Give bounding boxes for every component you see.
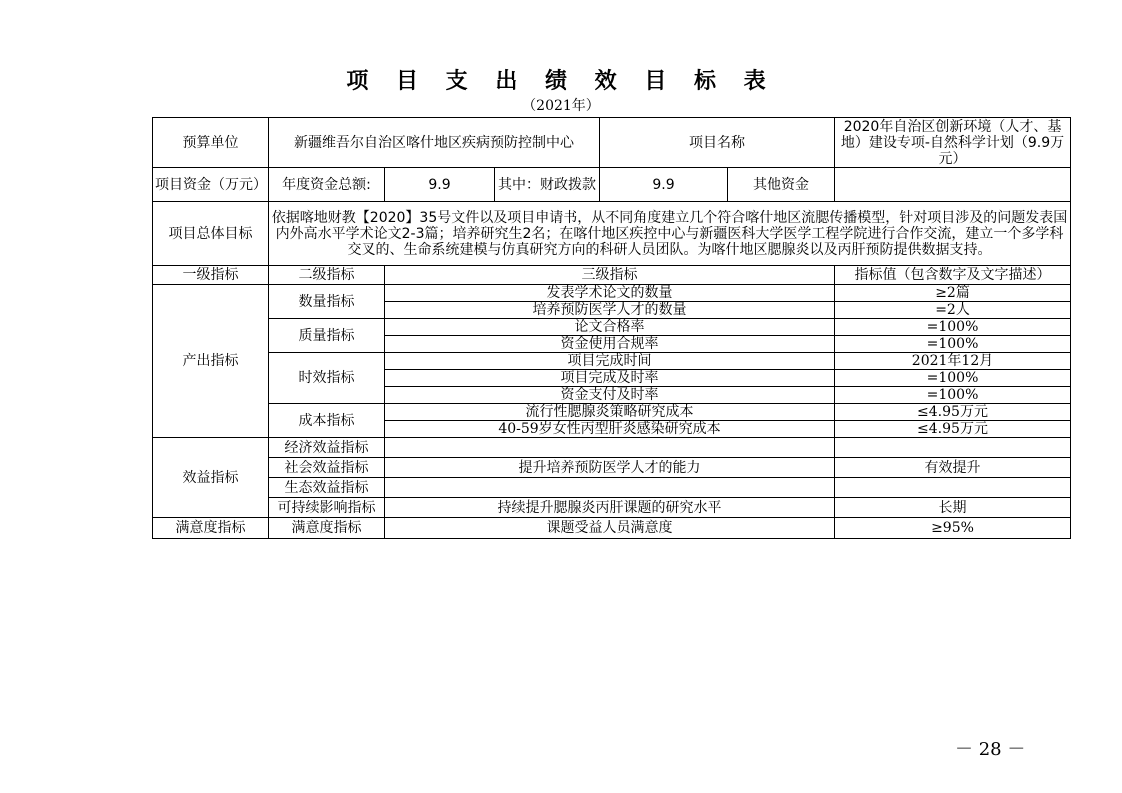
indicator-name: 培养预防医学人才的数量 xyxy=(385,302,835,319)
indicator-value: =100% xyxy=(835,319,1071,336)
table-row xyxy=(153,404,1071,421)
col-level1: 一级指标 xyxy=(153,266,269,285)
indicator-name: 项目完成及时率 xyxy=(385,370,835,387)
indicator-name: 论文合格率 xyxy=(385,319,835,336)
annual-total-value: 9.9 xyxy=(385,168,495,202)
indicator-value: 2021年12月 xyxy=(835,353,1071,370)
indicator-name: 项目完成时间 xyxy=(385,353,835,370)
indicator-value: =100% xyxy=(835,336,1071,353)
indicator-name xyxy=(385,478,835,498)
year-label: （2021年） xyxy=(522,98,600,114)
other-funds-value xyxy=(835,168,1071,202)
social-benefit-label: 社会效益指标 xyxy=(269,458,385,478)
overall-goal-row xyxy=(153,202,1071,266)
fiscal-value: 9.9 xyxy=(600,168,728,202)
page-number: － 28 － xyxy=(955,739,1026,760)
table-row xyxy=(153,353,1071,370)
overall-goal-text: 依据喀地财教【2020】35号文件以及项目申请书，从不同角度建立几个符合喀什地区流腮传播模型，针对项目涉及的问题发表国内外高水平学术论文2-3篇；培养研究生2名；在喀什地区疾控中心与新疆医科大学医学工程学院进行合作交流，建立一个多学科交叉的、生命系统建模与仿真研究方向的科研人员团队。为喀什地区腮腺炎以及丙肝预防提供数据支持。 xyxy=(269,202,1071,266)
indicator-value: 长期 xyxy=(835,498,1071,518)
indicator-value: ≥2篇 xyxy=(835,285,1071,302)
funds-row xyxy=(153,168,1071,202)
annual-total-label: 年度资金总额: xyxy=(269,168,385,202)
ecological-benefit-label: 生态效益指标 xyxy=(269,478,385,498)
header-row xyxy=(153,118,1071,168)
fiscal-label: 其中：财政拨款 xyxy=(495,168,600,202)
indicator-value: ≤4.95万元 xyxy=(835,421,1071,438)
timeliness-indicator-label: 时效指标 xyxy=(269,353,385,404)
col-level2: 二级指标 xyxy=(269,266,385,285)
satisfaction-indicator-label: 满意度指标 xyxy=(153,518,269,539)
sustainable-impact-label: 可持续影响指标 xyxy=(269,498,385,518)
indicator-value: =100% xyxy=(835,370,1071,387)
funds-label: 项目资金（万元） xyxy=(153,168,269,202)
other-funds-label: 其他资金 xyxy=(728,168,835,202)
indicator-value xyxy=(835,438,1071,458)
table-row xyxy=(153,518,1071,539)
table-row xyxy=(153,458,1071,478)
indicator-value: ≥95% xyxy=(835,518,1071,539)
col-level3: 三级指标 xyxy=(385,266,835,285)
indicator-name: 资金使用合规率 xyxy=(385,336,835,353)
table-row xyxy=(153,438,1071,458)
indicator-name xyxy=(385,438,835,458)
table-row xyxy=(153,498,1071,518)
table-row xyxy=(153,319,1071,336)
quantity-indicator-label: 数量指标 xyxy=(269,285,385,319)
indicator-value: ≤4.95万元 xyxy=(835,404,1071,421)
indicator-value: =100% xyxy=(835,387,1071,404)
budget-unit-label: 预算单位 xyxy=(153,118,269,168)
budget-unit-value: 新疆维吾尔自治区喀什地区疾病预防控制中心 xyxy=(269,118,600,168)
indicator-name: 发表学术论文的数量 xyxy=(385,285,835,302)
table-row xyxy=(153,285,1071,302)
indicator-value: 有效提升 xyxy=(835,458,1071,478)
overall-goal-label: 项目总体目标 xyxy=(153,202,269,266)
indicator-name: 持续提升腮腺炎丙肝课题的研究水平 xyxy=(385,498,835,518)
indicator-value xyxy=(835,478,1071,498)
cost-indicator-label: 成本指标 xyxy=(269,404,385,438)
benefit-indicator-label: 效益指标 xyxy=(153,438,269,518)
economic-benefit-label: 经济效益指标 xyxy=(269,438,385,458)
indicator-name: 40-59岁女性丙型肝炎感染研究成本 xyxy=(385,421,835,438)
quality-indicator-label: 质量指标 xyxy=(269,319,385,353)
column-header-row xyxy=(153,266,1071,285)
indicator-name: 课题受益人员满意度 xyxy=(385,518,835,539)
col-value: 指标值（包含数字及文字描述） xyxy=(835,266,1071,285)
indicator-name: 资金支付及时率 xyxy=(385,387,835,404)
table-row xyxy=(153,478,1071,498)
satisfaction-sub-label: 满意度指标 xyxy=(269,518,385,539)
indicator-name: 流行性腮腺炎策略研究成本 xyxy=(385,404,835,421)
indicator-value: =2人 xyxy=(835,302,1071,319)
project-name-value: 2020年自治区创新环境（人才、基地）建设专项-自然科学计划（9.9万元） xyxy=(835,118,1071,168)
performance-table xyxy=(152,117,1071,539)
project-name-label: 项目名称 xyxy=(600,118,835,168)
indicator-name: 提升培养预防医学人才的能力 xyxy=(385,458,835,478)
page-title: 项 目 支 出 绩 效 目 标 表 xyxy=(346,69,776,94)
output-indicator-label: 产出指标 xyxy=(153,285,269,438)
